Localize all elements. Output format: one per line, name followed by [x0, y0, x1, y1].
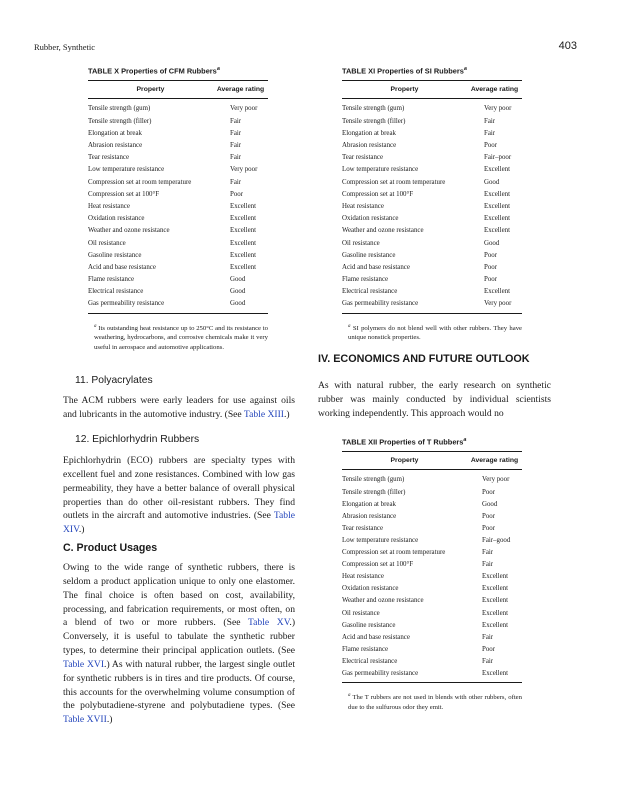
table-row — [342, 140, 522, 152]
rating-cell: Good — [482, 500, 498, 508]
table-row — [342, 511, 522, 523]
property-cell: Tensile strength (gum) — [88, 105, 151, 113]
table-footnote: $^a$ Its outstanding heat resistance up to 250°C and its resistance to weathering, hydrocarbons, and corrosive chemicals make it very useful in aerospace and automotive applications. — [94, 323, 269, 351]
property-cell: Elongation at break — [88, 129, 142, 137]
property-cell: Compression set at room temperature — [342, 178, 446, 186]
rating-cell: Poor — [482, 512, 496, 520]
rating-cell: Excellent — [230, 239, 257, 247]
table-row — [342, 668, 522, 680]
rating-cell: Very poor — [230, 166, 258, 174]
table-body — [342, 470, 522, 683]
page-number: 403 — [558, 40, 577, 52]
property-cell: Electrical resistance — [342, 657, 398, 665]
rating-cell: Excellent — [482, 669, 509, 677]
rating-cell: Very poor — [484, 300, 512, 308]
property-cell: Tear resistance — [88, 154, 130, 162]
rating-cell: Excellent — [230, 227, 257, 235]
table-row — [342, 523, 522, 535]
table-row — [88, 116, 268, 128]
table-xvi-link[interactable]: Table XVI — [63, 658, 105, 670]
table-footnote: $^a$ The T rubbers are not used in blends with other rubbers, often due to the sulfurous odor they emit. — [348, 693, 522, 711]
property-cell: Oil resistance — [342, 239, 380, 247]
rating-cell: Good — [484, 239, 500, 247]
table-row — [342, 656, 522, 668]
section-heading-product-usages: C. Product Usages — [63, 542, 158, 554]
table-row — [342, 116, 522, 128]
property-cell: Elongation at break — [342, 129, 396, 137]
property-cell: Gasoline resistance — [88, 251, 142, 259]
rating-cell: Fair — [482, 549, 494, 557]
table-xi — [342, 66, 522, 343]
table-row — [88, 177, 268, 189]
rating-cell: Excellent — [484, 166, 511, 174]
property-cell: Tear resistance — [342, 524, 384, 532]
table-row — [342, 177, 522, 189]
rating-cell: Very poor — [482, 476, 510, 484]
rating-cell: Poor — [484, 142, 498, 150]
table-row — [88, 238, 268, 250]
column-header-property: Property — [136, 86, 165, 94]
rating-cell: Fair — [230, 142, 242, 150]
property-cell: Acid and base resistance — [88, 263, 156, 271]
table-row — [342, 164, 522, 176]
rating-cell: Excellent — [484, 190, 511, 198]
paragraph-economics: As with natural rubber, the early research on synthetic rubber was mainly conducted by individual scientists working independently. This approach would no — [318, 380, 551, 419]
table-row — [88, 201, 268, 213]
rating-cell: Excellent — [482, 585, 509, 593]
rating-cell: Good — [230, 276, 246, 284]
table-row — [342, 487, 522, 499]
table-row — [88, 225, 268, 237]
table-xiv-link[interactable]: Table XIV — [63, 510, 295, 536]
property-cell: Abrasion resistance — [342, 512, 397, 520]
property-cell: Compression set at room temperature — [88, 178, 192, 186]
paragraph-epichlorhydrin: Epichlorhydrin (ECO) rubbers are specialty types with excellent fuel and zone resistances. Combined with low gas permeability, they have a better balance of overall physical properties than do other oil-resistant rubbers. They find outlets in the aircraft and automotive industries. (See Table XIV.) — [63, 455, 295, 536]
table-row — [342, 201, 522, 213]
property-cell: Oxidation resistance — [342, 585, 399, 593]
column-header-property: Property — [390, 86, 419, 94]
table-xvii-link[interactable]: Table XVII — [63, 714, 107, 726]
table-footnote: $^a$ SI polymers do not blend well with other rubbers. They have unique nonstick properties. — [348, 323, 523, 342]
rating-cell: Fair — [230, 154, 242, 162]
table-body — [342, 99, 522, 313]
table-body — [88, 99, 268, 313]
property-cell: Weather and ozone resistance — [342, 597, 424, 605]
rating-cell: Good — [230, 300, 246, 308]
rating-cell: Very poor — [230, 105, 258, 113]
property-cell: Heat resistance — [342, 202, 384, 210]
paragraph-polyacrylates: The ACM rubbers were early leaders for use against oils and lubricants in the automotive industry. (See Table XIII.) — [63, 395, 295, 420]
property-cell: Oil resistance — [342, 609, 380, 617]
rating-cell: Fair–poor — [484, 154, 512, 162]
property-cell: Elongation at break — [342, 500, 396, 508]
property-cell: Tensile strength (filler) — [88, 117, 152, 125]
property-cell: Weather and ozone resistance — [88, 227, 170, 235]
rating-cell: Fair — [484, 117, 496, 125]
property-cell: Gasoline resistance — [342, 251, 396, 259]
section-heading-economics: IV. ECONOMICS AND FUTURE OUTLOOK — [318, 353, 530, 365]
table-row — [342, 213, 522, 225]
rating-cell: Excellent — [230, 215, 257, 223]
paragraph-product-usages: Owing to the wide range of synthetic rubbers, there is seldom a product application unique to only one elastomer. The final choice is often based on cost, availability, processing, and fabrication requirements, or most often, on a blend of two or more rubbers. (See Table XV.) Conversely, it is useful to tabulate the synthetic rubber types, to determine their principal application outlets. (See Table XVI.) As with natural rubber, the largest single outlet for synthetic rubbers is in tires and tire products. Of course, this accounts for the overwhelming volume consumption of the polybutadiene-styrene and polybutadiene types. (See Table XVII.) — [63, 562, 296, 726]
table-row — [342, 262, 522, 274]
property-cell: Low temperature resistance — [88, 166, 165, 174]
property-cell: Compression set at 100°F — [342, 561, 414, 569]
property-cell: Flame resistance — [342, 645, 389, 653]
property-cell: Gas permeability resistance — [88, 300, 165, 308]
table-row — [342, 128, 522, 140]
table-row — [342, 250, 522, 262]
table-x — [88, 66, 268, 352]
rating-cell: Excellent — [230, 202, 257, 210]
table-row — [342, 499, 522, 511]
table-header — [88, 80, 268, 99]
table-row — [342, 238, 522, 250]
table-row — [342, 620, 522, 632]
property-cell: Acid and base resistance — [342, 263, 410, 271]
rating-cell: Excellent — [484, 227, 511, 235]
property-cell: Abrasion resistance — [342, 142, 397, 150]
rating-cell: Very poor — [484, 105, 512, 113]
column-header-rating: Average rating — [470, 86, 519, 94]
property-cell: Gasoline resistance — [342, 621, 396, 629]
rating-cell: Fair — [482, 561, 494, 569]
rating-cell: Fair — [484, 129, 496, 137]
rating-cell: Poor — [484, 251, 498, 259]
table-row — [88, 298, 268, 310]
rating-cell: Good — [484, 178, 500, 186]
rating-cell: Excellent — [482, 609, 509, 617]
table-row — [342, 559, 522, 571]
table-row — [88, 213, 268, 225]
property-cell: Tensile strength (filler) — [342, 488, 406, 496]
table-row — [88, 164, 268, 176]
property-cell: Compression set at room temperature — [342, 549, 446, 557]
table-xiii-link[interactable]: Table XIII — [243, 408, 285, 420]
table-caption: TABLE XI Properties of SI Rubbers$^a$ — [342, 66, 467, 76]
property-cell: Tear resistance — [342, 154, 384, 162]
table-row — [88, 262, 268, 274]
table-row — [88, 103, 268, 115]
property-cell: Oil resistance — [88, 239, 126, 247]
property-cell: Abrasion resistance — [88, 142, 143, 150]
property-cell: Low temperature resistance — [342, 166, 419, 174]
table-header — [342, 451, 522, 470]
rating-cell: Poor — [482, 524, 496, 532]
property-cell: Tensile strength (filler) — [342, 117, 406, 125]
column-header-rating: Average rating — [216, 86, 265, 94]
table-row — [342, 608, 522, 620]
rating-cell: Excellent — [482, 621, 509, 629]
property-cell: Electrical resistance — [342, 288, 398, 296]
table-caption: TABLE X Properties of CFM Rubbers$^a$ — [88, 66, 220, 76]
table-row — [88, 189, 268, 201]
rating-cell: Excellent — [230, 263, 257, 271]
table-xv-link[interactable]: Table XV — [247, 617, 290, 629]
running-head: Rubber, Synthetic — [34, 42, 96, 52]
property-cell: Electrical resistance — [88, 288, 144, 296]
table-row — [342, 274, 522, 286]
table-caption: TABLE XII Properties of T Rubbers$^a$ — [342, 437, 467, 447]
property-cell: Flame resistance — [88, 276, 135, 284]
table-row — [342, 571, 522, 583]
rating-cell: Fair — [482, 657, 494, 665]
table-row — [342, 189, 522, 201]
table-xii — [342, 437, 522, 712]
section-heading-epichlorhydrin: 12. Epichlorhydrin Rubbers — [75, 434, 200, 445]
rating-cell: Fair — [230, 129, 242, 137]
rating-cell: Excellent — [484, 202, 511, 210]
property-cell: Compression set at 100°F — [88, 190, 160, 198]
table-row — [342, 298, 522, 310]
property-cell: Weather and ozone resistance — [342, 227, 424, 235]
rating-cell: Poor — [484, 276, 498, 284]
table-row — [342, 286, 522, 298]
rating-cell: Excellent — [482, 573, 509, 581]
table-row — [342, 535, 522, 547]
rating-cell: Poor — [230, 190, 244, 198]
table-row — [342, 583, 522, 595]
table-row — [342, 152, 522, 164]
table-row — [342, 103, 522, 115]
table-row — [88, 250, 268, 262]
property-cell: Acid and base resistance — [342, 633, 410, 641]
table-row — [342, 225, 522, 237]
rating-cell: Poor — [482, 488, 496, 496]
rating-cell: Fair — [482, 633, 494, 641]
rating-cell: Excellent — [482, 597, 509, 605]
table-row — [342, 547, 522, 559]
rating-cell: Excellent — [230, 251, 257, 259]
property-cell: Oxidation resistance — [88, 215, 145, 223]
section-heading-polyacrylates: 11. Polyacrylates — [75, 375, 153, 386]
rating-cell: Excellent — [484, 288, 511, 296]
table-row — [342, 595, 522, 607]
property-cell: Oxidation resistance — [342, 215, 399, 223]
property-cell: Tensile strength (gum) — [342, 105, 405, 113]
property-cell: Compression set at 100°F — [342, 190, 414, 198]
rating-cell: Fair–good — [482, 536, 511, 544]
property-cell: Gas permeability resistance — [342, 669, 419, 677]
property-cell: Low temperature resistance — [342, 536, 419, 544]
rating-cell: Poor — [482, 645, 496, 653]
property-cell: Gas permeability resistance — [342, 300, 419, 308]
property-cell: Heat resistance — [88, 202, 130, 210]
table-row — [88, 128, 268, 140]
property-cell: Tensile strength (gum) — [342, 476, 405, 484]
table-row — [342, 474, 522, 486]
column-header-property: Property — [390, 457, 419, 465]
rating-cell: Fair — [230, 178, 242, 186]
rating-cell: Excellent — [484, 215, 511, 223]
rating-cell: Good — [230, 288, 246, 296]
table-row — [88, 140, 268, 152]
table-row — [342, 644, 522, 656]
table-row — [88, 286, 268, 298]
rating-cell: Fair — [230, 117, 242, 125]
table-row — [88, 274, 268, 286]
rating-cell: Poor — [484, 263, 498, 271]
property-cell: Heat resistance — [342, 573, 384, 581]
property-cell: Flame resistance — [342, 276, 389, 284]
table-header — [342, 80, 522, 99]
column-header-rating: Average rating — [470, 457, 519, 465]
table-row — [88, 152, 268, 164]
table-row — [342, 632, 522, 644]
